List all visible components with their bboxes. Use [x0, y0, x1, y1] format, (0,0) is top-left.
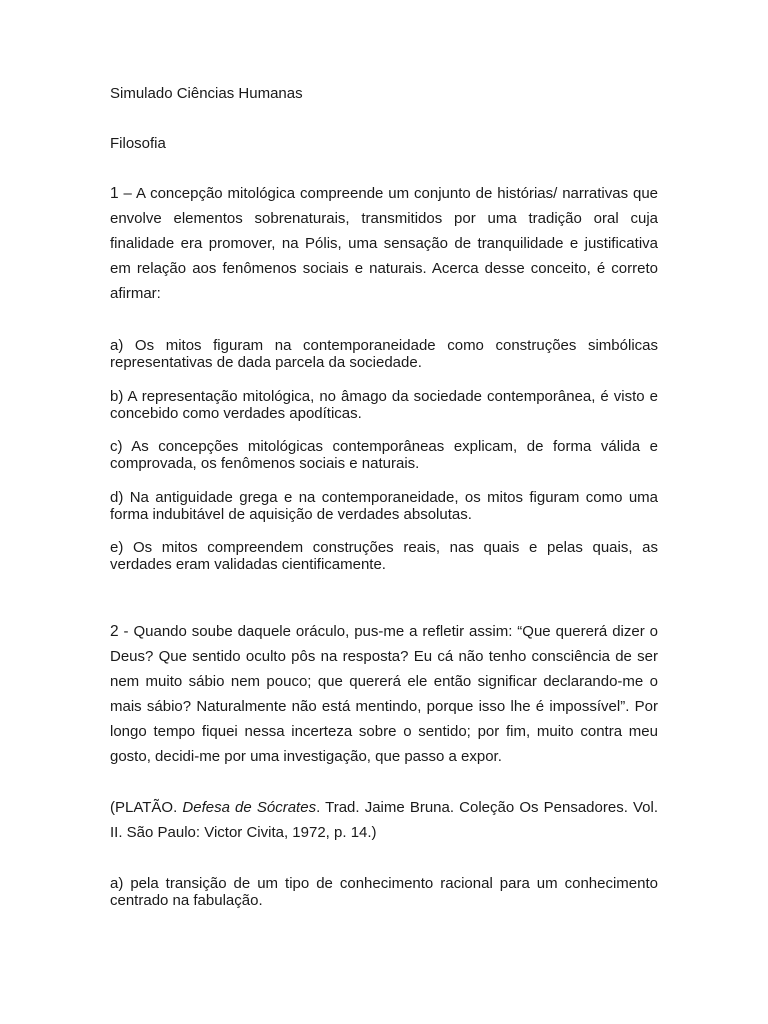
question-1-separator: –	[118, 185, 136, 202]
question-1-option-d: d) Na antiguidade grega e na contemporaneidade, os mitos figuram como uma forma indubitável de aquisição de verdades absolutas.	[110, 489, 658, 523]
question-1-option-e: e) Os mitos compreendem construções reais, nas quais e pelas quais, as verdades eram validadas cientificamente.	[110, 539, 658, 573]
question-2-statement	[110, 619, 658, 769]
question-2-citation	[110, 795, 658, 845]
citation-work-title: Defesa de Sócrates	[182, 799, 317, 816]
question-1-statement	[110, 181, 658, 306]
question-2-text: Quando soube daquele oráculo, pus-me a refletir assim: “Que quererá dizer o Deus? Que sentido oculto pôs na resposta? Eu cá não tenho consciência de ser nem muito sábio nem pouco; que quererá ele então significar declarando-me o mais sábio? Naturalmente não está mentindo, porque isso lhe é impossível”. Por longo tempo fiquei nessa incerteza sobre o sentido; por fim, muito contra meu gosto, decidi-me por uma investigação, que passo a expor.	[110, 623, 658, 765]
question-1-option-c: c) As concepções mitológicas contemporâneas explicam, de forma válida e comprovada, os fenômenos sociais e naturais.	[110, 438, 658, 472]
question-1-option-b: b) A representação mitológica, no âmago da sociedade contemporânea, é visto e concebido como verdades apodíticas.	[110, 388, 658, 422]
question-2-separator: -	[118, 623, 134, 640]
question-2-number: 2	[110, 623, 119, 640]
question-1-number: 1	[110, 185, 119, 202]
question-1-text: A concepção mitológica compreende um conjunto de histórias/ narrativas que envolve elementos sobrenaturais, transmitidos por uma tradição oral cuja finalidade era promover, na Pólis, uma sensação de tranquilidade e justificativa em relação aos fenômenos sociais e naturais. Acerca desse conceito, é correto afirmar:	[110, 185, 659, 302]
question-2-option-a: a) pela transição de um tipo de conhecimento racional para um conhecimento centrado na fabulação.	[110, 875, 658, 909]
question-1-option-a: a) Os mitos figuram na contemporaneidade como construções simbólicas representativas de dada parcela da sociedade.	[110, 337, 658, 371]
document-title: Simulado Ciências Humanas	[110, 85, 303, 102]
citation-details: . Trad. Jaime Bruna. Coleção Os Pensadores. Vol. II. São Paulo: Victor Civita, 1972, p. 14.)	[110, 799, 659, 841]
citation-prefix: (PLATÃO.	[110, 799, 178, 816]
section-heading: Filosofia	[110, 135, 166, 152]
